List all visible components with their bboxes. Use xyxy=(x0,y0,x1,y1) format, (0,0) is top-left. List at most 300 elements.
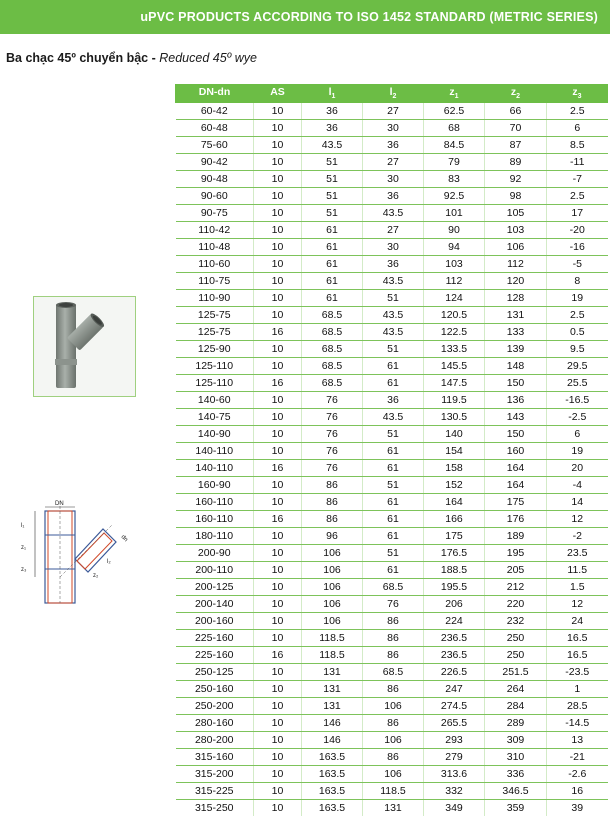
table-row xyxy=(176,256,608,273)
table-cell-z1: 265.5 xyxy=(424,715,485,732)
table-cell-dn-dn: 140-60 xyxy=(176,392,254,409)
table-cell-as: 10 xyxy=(254,239,302,256)
table-cell-z2: 105 xyxy=(485,205,547,222)
table-row xyxy=(176,545,608,562)
table-row xyxy=(176,630,608,647)
table-cell-dn-dn: 125-75 xyxy=(176,324,254,341)
table-cell-z2: 133 xyxy=(485,324,547,341)
table-cell-l1: 86 xyxy=(302,477,363,494)
table-cell-l1: 61 xyxy=(302,256,363,273)
table-row xyxy=(176,188,608,205)
table-row xyxy=(176,409,608,426)
table-cell-l2: 86 xyxy=(363,715,424,732)
table-cell-as: 10 xyxy=(254,171,302,188)
table-cell-z1: 166 xyxy=(424,511,485,528)
table-cell-l2: 68.5 xyxy=(363,579,424,596)
table-cell-l2: 43.5 xyxy=(363,324,424,341)
table-cell-z3: 8.5 xyxy=(547,137,608,154)
table-cell-l2: 61 xyxy=(363,494,424,511)
table-cell-as: 10 xyxy=(254,630,302,647)
table-cell-dn-dn: 315-200 xyxy=(176,766,254,783)
table-cell-as: 10 xyxy=(254,528,302,545)
table-cell-l1: 146 xyxy=(302,715,363,732)
table-cell-z2: 309 xyxy=(485,732,547,749)
table-cell-l1: 51 xyxy=(302,188,363,205)
table-cell-l1: 68.5 xyxy=(302,324,363,341)
table-row xyxy=(176,528,608,545)
table-cell-z3: -5 xyxy=(547,256,608,273)
table-cell-dn-dn: 180-110 xyxy=(176,528,254,545)
product-name-en: Reduced 45º wye xyxy=(159,51,257,65)
table-cell-l1: 86 xyxy=(302,494,363,511)
col-header-l1: $l_1$ xyxy=(302,85,363,103)
table-cell-as: 10 xyxy=(254,273,302,290)
table-cell-dn-dn: 110-60 xyxy=(176,256,254,273)
table-cell-z2: 336 xyxy=(485,766,547,783)
col-header-dn-dn: DN-dn xyxy=(176,85,254,103)
table-row xyxy=(176,426,608,443)
table-cell-as: 10 xyxy=(254,120,302,137)
table-cell-l1: 61 xyxy=(302,222,363,239)
table-cell-l1: 76 xyxy=(302,426,363,443)
table-cell-z3: -16.5 xyxy=(547,392,608,409)
table-cell-l1: 106 xyxy=(302,545,363,562)
table-body xyxy=(176,103,608,816)
table-cell-l2: 86 xyxy=(363,613,424,630)
table-cell-z2: 212 xyxy=(485,579,547,596)
table-cell-z2: 128 xyxy=(485,290,547,307)
table-cell-z1: 247 xyxy=(424,681,485,698)
table-cell-z1: 145.5 xyxy=(424,358,485,375)
table-row xyxy=(176,290,608,307)
table-cell-l1: 61 xyxy=(302,239,363,256)
table-cell-l2: 36 xyxy=(363,188,424,205)
table-cell-z2: 150 xyxy=(485,426,547,443)
table-cell-z3: 16.5 xyxy=(547,630,608,647)
table-cell-z1: 122.5 xyxy=(424,324,485,341)
table-cell-dn-dn: 140-75 xyxy=(176,409,254,426)
table-cell-z1: 224 xyxy=(424,613,485,630)
table-cell-z1: 90 xyxy=(424,222,485,239)
table-row xyxy=(176,477,608,494)
table-cell-l1: 86 xyxy=(302,511,363,528)
table-cell-dn-dn: 315-225 xyxy=(176,783,254,800)
table-cell-l2: 43.5 xyxy=(363,273,424,290)
table-cell-dn-dn: 280-160 xyxy=(176,715,254,732)
table-cell-dn-dn: 140-110 xyxy=(176,443,254,460)
table-cell-as: 10 xyxy=(254,579,302,596)
table-cell-l1: 96 xyxy=(302,528,363,545)
table-cell-z2: 232 xyxy=(485,613,547,630)
table-cell-z2: 251.5 xyxy=(485,664,547,681)
table-cell-z2: 310 xyxy=(485,749,547,766)
table-cell-l2: 51 xyxy=(363,545,424,562)
table-cell-z3: 25.5 xyxy=(547,375,608,392)
table-cell-z3: -21 xyxy=(547,749,608,766)
table-cell-z3: -2.5 xyxy=(547,409,608,426)
table-cell-l2: 43.5 xyxy=(363,409,424,426)
table-cell-dn-dn: 125-90 xyxy=(176,341,254,358)
table-cell-dn-dn: 315-250 xyxy=(176,800,254,816)
table-cell-l1: 43.5 xyxy=(302,137,363,154)
table-cell-l2: 61 xyxy=(363,460,424,477)
table-cell-z1: 154 xyxy=(424,443,485,460)
table-cell-l2: 43.5 xyxy=(363,205,424,222)
table-cell-z1: 92.5 xyxy=(424,188,485,205)
table-cell-z3: 20 xyxy=(547,460,608,477)
table-cell-l2: 36 xyxy=(363,256,424,273)
table-cell-z1: 133.5 xyxy=(424,341,485,358)
table-cell-as: 10 xyxy=(254,800,302,816)
table-cell-z2: 148 xyxy=(485,358,547,375)
table-cell-dn-dn: 110-48 xyxy=(176,239,254,256)
col-header-z3: $z_3$ xyxy=(547,85,608,103)
table-cell-as: 10 xyxy=(254,443,302,460)
table-cell-l1: 118.5 xyxy=(302,647,363,664)
table-cell-z3: 19 xyxy=(547,443,608,460)
table-cell-dn-dn: 250-125 xyxy=(176,664,254,681)
table-cell-l2: 106 xyxy=(363,698,424,715)
table-row xyxy=(176,205,608,222)
table-cell-l1: 76 xyxy=(302,392,363,409)
product-title xyxy=(6,51,257,65)
table-cell-l2: 86 xyxy=(363,647,424,664)
dimension-diagram xyxy=(17,497,137,605)
table-cell-l2: 51 xyxy=(363,290,424,307)
table-cell-as: 10 xyxy=(254,732,302,749)
table-cell-dn-dn: 110-90 xyxy=(176,290,254,307)
table-cell-z3: 6 xyxy=(547,426,608,443)
table-cell-as: 10 xyxy=(254,188,302,205)
table-cell-dn-dn: 75-60 xyxy=(176,137,254,154)
table-cell-z1: 313.6 xyxy=(424,766,485,783)
table-cell-as: 10 xyxy=(254,205,302,222)
table-row xyxy=(176,392,608,409)
diagram-label-z1: z₁ xyxy=(21,545,26,551)
table-cell-dn-dn: 280-200 xyxy=(176,732,254,749)
table-cell-as: 10 xyxy=(254,341,302,358)
table-cell-z3: -4 xyxy=(547,477,608,494)
table-cell-z1: 83 xyxy=(424,171,485,188)
table-cell-l2: 51 xyxy=(363,426,424,443)
table-cell-z2: 89 xyxy=(485,154,547,171)
table-cell-as: 16 xyxy=(254,460,302,477)
diagram-label-l1: l₁ xyxy=(21,523,24,529)
table-cell-as: 10 xyxy=(254,154,302,171)
table-cell-z1: 152 xyxy=(424,477,485,494)
table-cell-z2: 264 xyxy=(485,681,547,698)
table-cell-z3: -2 xyxy=(547,528,608,545)
table-cell-l2: 27 xyxy=(363,103,424,120)
table-cell-z3: 2.5 xyxy=(547,188,608,205)
table-cell-l1: 106 xyxy=(302,596,363,613)
table-cell-dn-dn: 90-75 xyxy=(176,205,254,222)
table-cell-z2: 66 xyxy=(485,103,547,120)
table-cell-dn-dn: 200-110 xyxy=(176,562,254,579)
table-cell-z2: 176 xyxy=(485,511,547,528)
table-cell-l1: 51 xyxy=(302,154,363,171)
diagram-label-dn-small: dn xyxy=(120,534,129,543)
table-cell-dn-dn: 200-90 xyxy=(176,545,254,562)
table-cell-z2: 98 xyxy=(485,188,547,205)
table-cell-z2: 131 xyxy=(485,307,547,324)
table-cell-z3: 39 xyxy=(547,800,608,816)
table-cell-l1: 163.5 xyxy=(302,749,363,766)
table-cell-as: 10 xyxy=(254,358,302,375)
table-row xyxy=(176,715,608,732)
table-cell-z2: 220 xyxy=(485,596,547,613)
table-cell-l2: 106 xyxy=(363,732,424,749)
table-row xyxy=(176,324,608,341)
table-cell-z3: -16 xyxy=(547,239,608,256)
table-cell-dn-dn: 225-160 xyxy=(176,647,254,664)
table-cell-z3: 12 xyxy=(547,596,608,613)
table-cell-l1: 163.5 xyxy=(302,783,363,800)
table-row xyxy=(176,358,608,375)
table-cell-l1: 68.5 xyxy=(302,307,363,324)
table-cell-z2: 284 xyxy=(485,698,547,715)
table-cell-z3: 6 xyxy=(547,120,608,137)
table-cell-dn-dn: 125-75 xyxy=(176,307,254,324)
table-cell-l2: 36 xyxy=(363,392,424,409)
table-cell-z3: 24 xyxy=(547,613,608,630)
table-cell-l1: 131 xyxy=(302,698,363,715)
table-cell-l1: 51 xyxy=(302,205,363,222)
table-row xyxy=(176,783,608,800)
table-cell-l1: 36 xyxy=(302,103,363,120)
table-cell-l1: 131 xyxy=(302,681,363,698)
table-cell-as: 10 xyxy=(254,681,302,698)
table-cell-z1: 68 xyxy=(424,120,485,137)
table-cell-z1: 293 xyxy=(424,732,485,749)
table-row xyxy=(176,664,608,681)
table-cell-l2: 36 xyxy=(363,137,424,154)
table-row xyxy=(176,732,608,749)
col-header-z2: $z_2$ xyxy=(485,85,547,103)
table-cell-l1: 106 xyxy=(302,579,363,596)
product-photo xyxy=(33,296,136,397)
table-row xyxy=(176,562,608,579)
table-row xyxy=(176,579,608,596)
table-cell-z3: 9.5 xyxy=(547,341,608,358)
table-cell-as: 10 xyxy=(254,596,302,613)
table-cell-l1: 106 xyxy=(302,613,363,630)
table-cell-l1: 76 xyxy=(302,409,363,426)
table-cell-z3: 8 xyxy=(547,273,608,290)
table-cell-z1: 62.5 xyxy=(424,103,485,120)
table-cell-l2: 61 xyxy=(363,375,424,392)
table-cell-z2: 136 xyxy=(485,392,547,409)
table-cell-dn-dn: 110-75 xyxy=(176,273,254,290)
table-cell-z3: -23.5 xyxy=(547,664,608,681)
table-cell-as: 10 xyxy=(254,426,302,443)
table-cell-as: 10 xyxy=(254,766,302,783)
table-cell-l1: 68.5 xyxy=(302,341,363,358)
table-cell-l1: 118.5 xyxy=(302,630,363,647)
header-banner xyxy=(0,0,610,34)
table-cell-as: 10 xyxy=(254,698,302,715)
table-cell-z2: 189 xyxy=(485,528,547,545)
table-cell-z3: -20 xyxy=(547,222,608,239)
table-row xyxy=(176,647,608,664)
table-cell-as: 10 xyxy=(254,222,302,239)
table-cell-z1: 94 xyxy=(424,239,485,256)
header-title: uPVC PRODUCTS ACCORDING TO ISO 1452 STANDARD (METRIC SERIES) xyxy=(140,10,598,24)
table-cell-z1: 124 xyxy=(424,290,485,307)
diagram-label-z3: z₃ xyxy=(21,567,27,573)
table-cell-z3: 23.5 xyxy=(547,545,608,562)
table-cell-z1: 119.5 xyxy=(424,392,485,409)
table-cell-z2: 359 xyxy=(485,800,547,816)
table-cell-as: 10 xyxy=(254,494,302,511)
table-cell-dn-dn: 200-125 xyxy=(176,579,254,596)
table-cell-z1: 175 xyxy=(424,528,485,545)
table-row xyxy=(176,341,608,358)
diagram-label-l2: l₂ xyxy=(107,559,111,565)
table-cell-z1: 188.5 xyxy=(424,562,485,579)
table-cell-z2: 70 xyxy=(485,120,547,137)
table-cell-l2: 86 xyxy=(363,630,424,647)
table-cell-z2: 195 xyxy=(485,545,547,562)
table-cell-dn-dn: 160-110 xyxy=(176,494,254,511)
table-cell-l1: 163.5 xyxy=(302,766,363,783)
table-cell-l1: 61 xyxy=(302,273,363,290)
table-cell-z2: 139 xyxy=(485,341,547,358)
table-row xyxy=(176,120,608,137)
table-cell-z2: 143 xyxy=(485,409,547,426)
table-cell-dn-dn: 125-110 xyxy=(176,358,254,375)
table-cell-z1: 195.5 xyxy=(424,579,485,596)
table-cell-z3: 11.5 xyxy=(547,562,608,579)
table-cell-z2: 112 xyxy=(485,256,547,273)
table-cell-z3: 14 xyxy=(547,494,608,511)
table-cell-z2: 175 xyxy=(485,494,547,511)
table-cell-z1: 79 xyxy=(424,154,485,171)
table-cell-as: 16 xyxy=(254,324,302,341)
table-cell-z2: 289 xyxy=(485,715,547,732)
table-cell-z2: 160 xyxy=(485,443,547,460)
table-cell-z2: 120 xyxy=(485,273,547,290)
table-header-row xyxy=(176,85,608,103)
table-cell-l2: 61 xyxy=(363,358,424,375)
table-cell-l1: 163.5 xyxy=(302,800,363,816)
table-cell-z1: 112 xyxy=(424,273,485,290)
table-cell-z3: 1.5 xyxy=(547,579,608,596)
table-cell-l1: 146 xyxy=(302,732,363,749)
table-cell-z3: 28.5 xyxy=(547,698,608,715)
table-cell-l2: 118.5 xyxy=(363,783,424,800)
table-cell-as: 10 xyxy=(254,307,302,324)
table-cell-z2: 106 xyxy=(485,239,547,256)
table-cell-l1: 106 xyxy=(302,562,363,579)
table-cell-l2: 30 xyxy=(363,120,424,137)
table-row xyxy=(176,171,608,188)
table-cell-z2: 164 xyxy=(485,460,547,477)
table-row xyxy=(176,681,608,698)
table-cell-z2: 150 xyxy=(485,375,547,392)
product-title-separator: - xyxy=(148,51,159,65)
table-cell-dn-dn: 140-110 xyxy=(176,460,254,477)
table-cell-dn-dn: 160-90 xyxy=(176,477,254,494)
table-cell-dn-dn: 90-60 xyxy=(176,188,254,205)
table-cell-dn-dn: 110-42 xyxy=(176,222,254,239)
table-cell-z3: -7 xyxy=(547,171,608,188)
table-cell-dn-dn: 200-160 xyxy=(176,613,254,630)
table-cell-l1: 68.5 xyxy=(302,358,363,375)
table-cell-as: 10 xyxy=(254,290,302,307)
table-row xyxy=(176,137,608,154)
table-cell-as: 16 xyxy=(254,375,302,392)
table-cell-z1: 236.5 xyxy=(424,647,485,664)
table-row xyxy=(176,494,608,511)
table-cell-z1: 206 xyxy=(424,596,485,613)
table-cell-z3: 2.5 xyxy=(547,307,608,324)
table-cell-z1: 140 xyxy=(424,426,485,443)
table-cell-dn-dn: 315-160 xyxy=(176,749,254,766)
table-cell-l2: 61 xyxy=(363,528,424,545)
table-cell-z3: 0.5 xyxy=(547,324,608,341)
table-cell-l1: 51 xyxy=(302,171,363,188)
table-cell-l2: 30 xyxy=(363,239,424,256)
table-cell-as: 10 xyxy=(254,137,302,154)
table-cell-l2: 51 xyxy=(363,477,424,494)
table-cell-as: 10 xyxy=(254,664,302,681)
table-cell-z2: 164 xyxy=(485,477,547,494)
table-cell-as: 16 xyxy=(254,511,302,528)
table-cell-z1: 279 xyxy=(424,749,485,766)
table-cell-dn-dn: 90-42 xyxy=(176,154,254,171)
table-cell-z1: 158 xyxy=(424,460,485,477)
table-cell-as: 16 xyxy=(254,647,302,664)
table-cell-l2: 106 xyxy=(363,766,424,783)
table-cell-z3: 13 xyxy=(547,732,608,749)
table-cell-l2: 61 xyxy=(363,511,424,528)
table-cell-z2: 250 xyxy=(485,647,547,664)
table-cell-as: 10 xyxy=(254,477,302,494)
table-cell-z1: 101 xyxy=(424,205,485,222)
table-cell-z3: 16.5 xyxy=(547,647,608,664)
table-cell-l2: 27 xyxy=(363,222,424,239)
dimension-table xyxy=(175,84,608,816)
col-header-as: AS xyxy=(254,85,302,103)
diagram-label-z2: z₂ xyxy=(93,573,99,579)
table-row xyxy=(176,375,608,392)
table-cell-as: 10 xyxy=(254,715,302,732)
table-cell-l1: 76 xyxy=(302,443,363,460)
table-cell-dn-dn: 140-90 xyxy=(176,426,254,443)
table-cell-z1: 130.5 xyxy=(424,409,485,426)
table-row xyxy=(176,511,608,528)
table-cell-as: 10 xyxy=(254,409,302,426)
table-row xyxy=(176,596,608,613)
table-cell-l2: 68.5 xyxy=(363,664,424,681)
table-cell-l1: 76 xyxy=(302,460,363,477)
col-header-z1: $z_1$ xyxy=(424,85,485,103)
table-cell-dn-dn: 250-160 xyxy=(176,681,254,698)
table-row xyxy=(176,443,608,460)
table-cell-as: 10 xyxy=(254,256,302,273)
table-cell-as: 10 xyxy=(254,783,302,800)
table-cell-l1: 36 xyxy=(302,120,363,137)
col-header-l2: $l_2$ xyxy=(363,85,424,103)
table-row xyxy=(176,273,608,290)
table-row xyxy=(176,222,608,239)
table-cell-l2: 51 xyxy=(363,341,424,358)
table-row xyxy=(176,698,608,715)
table-cell-l2: 131 xyxy=(363,800,424,816)
table-cell-l2: 76 xyxy=(363,596,424,613)
table-cell-dn-dn: 90-48 xyxy=(176,171,254,188)
